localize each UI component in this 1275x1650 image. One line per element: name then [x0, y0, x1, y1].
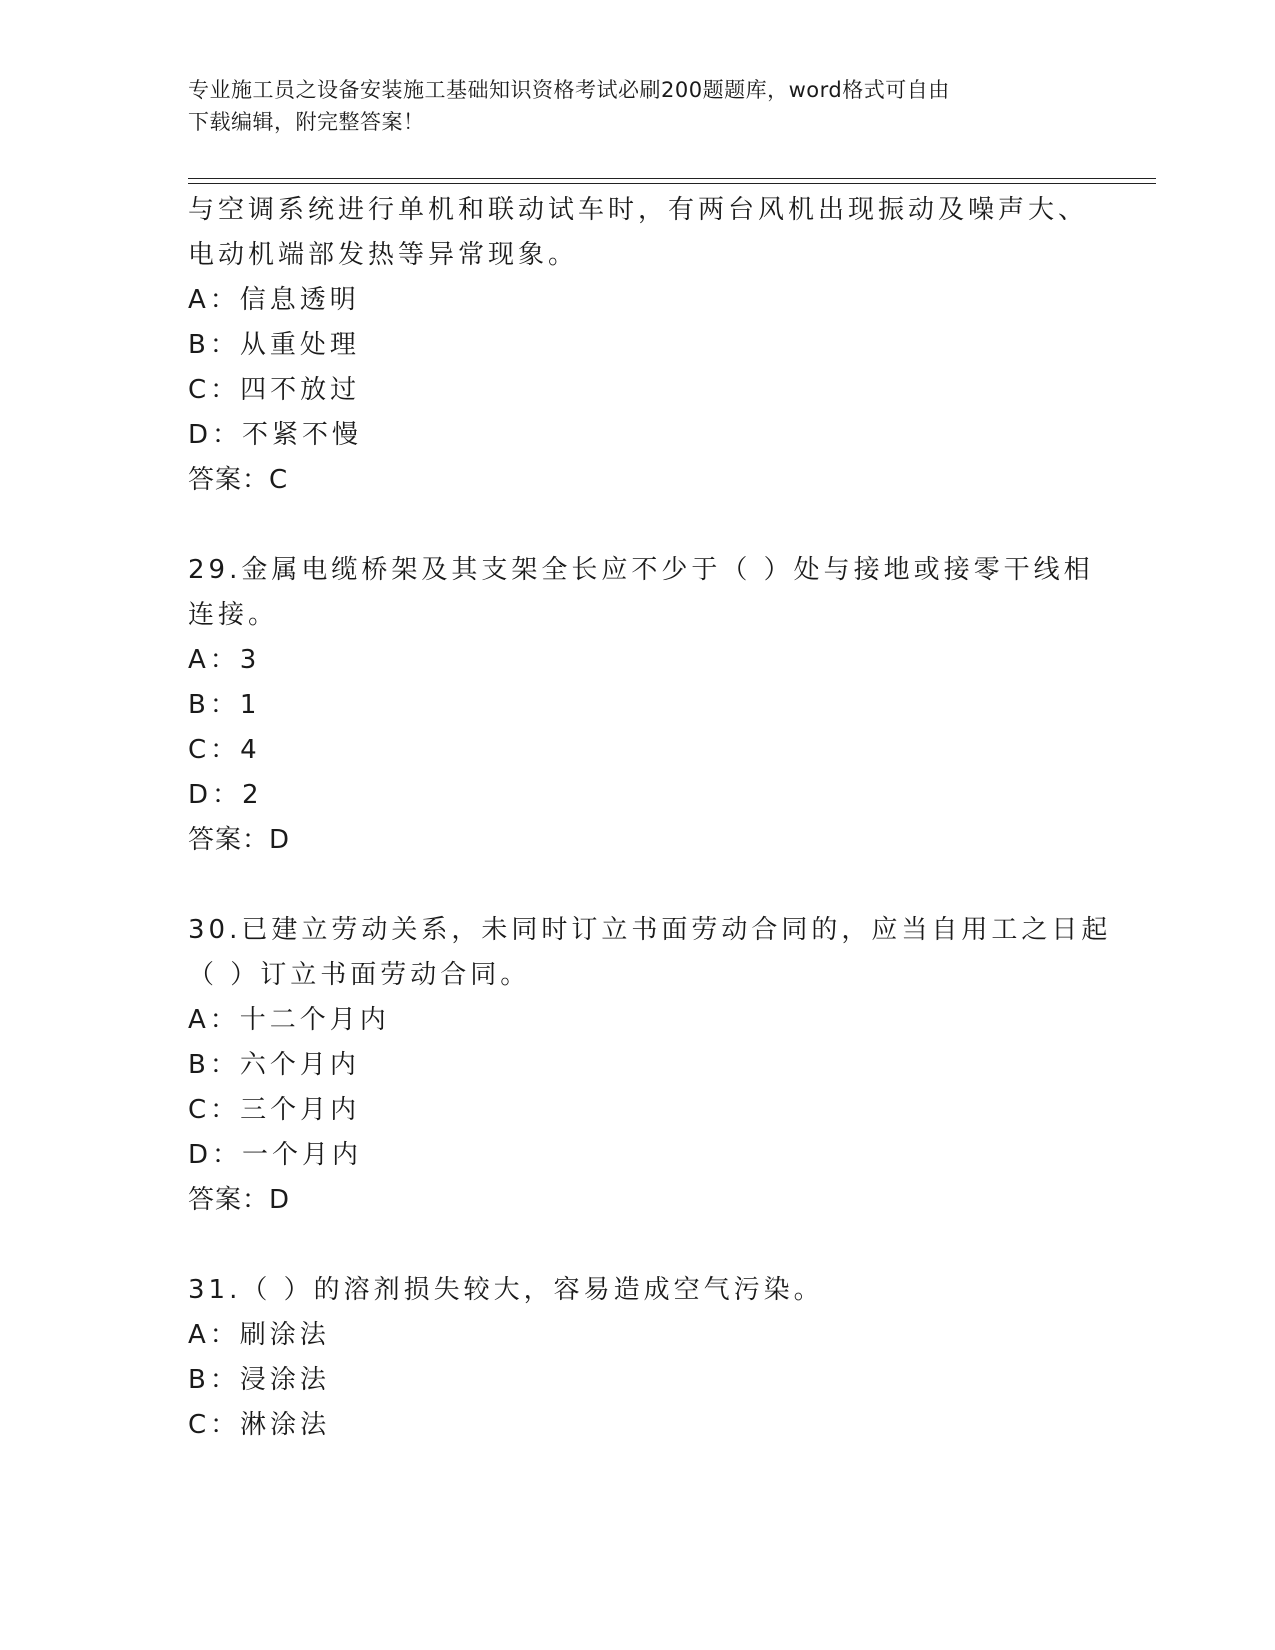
- question-text-line: 电动机端部发热等异常现象。: [188, 240, 579, 270]
- answer-line: 答案：D: [188, 825, 291, 855]
- option-c: C：四不放过: [188, 375, 361, 405]
- option-a: A：刷涂法: [188, 1320, 330, 1350]
- question-text-line: （ ）订立书面劳动合同。: [188, 960, 531, 990]
- option-c: C：三个月内: [188, 1095, 361, 1125]
- option-d: D：不紧不慢: [188, 420, 363, 450]
- option-b: B：从重处理: [188, 330, 360, 360]
- question-text-line: 连接。: [188, 600, 279, 630]
- option-b: B：浸涂法: [188, 1365, 330, 1395]
- option-a: A：信息透明: [188, 285, 360, 315]
- header-rule-top: [188, 178, 1156, 179]
- question-text-line: 与空调系统进行单机和联动试车时，有两台风机出现振动及噪声大、: [188, 195, 1089, 225]
- question-text-line: 29.金属电缆桥架及其支架全长应不少于（ ）处与接地或接零干线相: [188, 555, 1094, 585]
- option-d: D：2: [188, 780, 263, 810]
- option-a: A：3: [188, 645, 261, 675]
- question-text-line: 31.（ ）的溶剂损失较大，容易造成空气污染。: [188, 1275, 824, 1305]
- option-c: C：4: [188, 735, 261, 765]
- header-line-1: 专业施工员之设备安装施工基础知识资格考试必刷200题题库，word格式可自由: [188, 78, 950, 102]
- option-b: B：1: [188, 690, 261, 720]
- header-line-2: 下载编辑，附完整答案！: [188, 110, 425, 134]
- question-text-line: 30.已建立劳动关系，未同时订立书面劳动合同的，应当自用工之日起: [188, 915, 1112, 945]
- option-d: D：一个月内: [188, 1140, 363, 1170]
- header-rule-bottom: [188, 183, 1156, 184]
- answer-line: 答案：D: [188, 1185, 291, 1215]
- document-header: [188, 74, 1088, 138]
- option-a: A：十二个月内: [188, 1005, 390, 1035]
- option-b: B：六个月内: [188, 1050, 360, 1080]
- answer-line: 答案：C: [188, 465, 289, 495]
- option-c: C：淋涂法: [188, 1410, 331, 1440]
